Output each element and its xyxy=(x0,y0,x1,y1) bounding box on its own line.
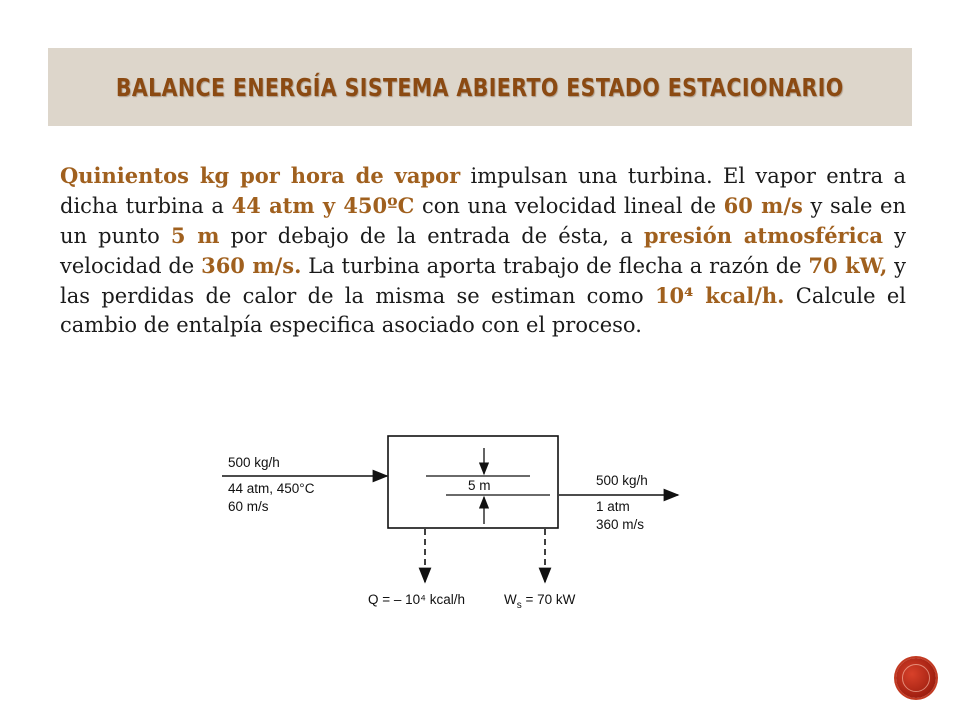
slide-title: BALANCE ENERGÍA SISTEMA ABIERTO ESTADO ESTACIONARIO xyxy=(116,72,844,102)
text-segment: con una velocidad lineal de xyxy=(414,194,724,218)
outlet-pressure-label: 1 atm xyxy=(596,499,630,514)
outlet-flow-label: 500 kg/h xyxy=(596,473,648,488)
outlet-velocity-label: 360 m/s xyxy=(596,517,645,532)
text-segment: y sale en un punto xyxy=(60,194,907,248)
text-segment: La turbina aporta trabajo de flecha a razón de xyxy=(301,254,809,278)
text-segment: impulsan una turbina. El vapor entra a dicha turbina a xyxy=(60,164,906,218)
text-segment: Calcule el cambio de entalpía especifica asociado con el proceso. xyxy=(60,284,906,337)
inlet-flow-label: 500 kg/h xyxy=(228,455,280,470)
highlighted-value: 44 atm y 450ºC xyxy=(231,193,415,218)
text-segment: por debajo de la entrada de ésta, a xyxy=(219,224,644,248)
highlighted-value: 360 m/s. xyxy=(201,253,302,278)
heat-label: Q = – 10⁴ kcal/h xyxy=(368,592,465,607)
inlet-velocity-label: 60 m/s xyxy=(228,499,269,514)
title-bar xyxy=(48,48,912,126)
highlighted-value: 70 kW, xyxy=(808,253,888,278)
highlighted-value: Quinientos kg por hora de vapor xyxy=(60,163,461,188)
inlet-state-label: 44 atm, 450°C xyxy=(228,481,315,496)
text-segment: y las perdidas de calor de la misma se estiman como xyxy=(60,254,906,308)
problem-statement xyxy=(60,161,906,340)
turbine-diagram xyxy=(150,412,830,622)
work-label: $W_s = 70$ kW xyxy=(504,592,576,611)
highlighted-value: presión atmosférica xyxy=(643,223,883,248)
corner-logo xyxy=(896,658,936,698)
highlighted-value: 5 m xyxy=(170,223,220,248)
height-label: 5 m xyxy=(468,478,491,493)
highlighted-value: 10⁴ kcal/h. xyxy=(654,283,785,308)
highlighted-value: 60 m/s xyxy=(723,193,803,218)
text-segment: y velocidad de xyxy=(60,224,906,278)
